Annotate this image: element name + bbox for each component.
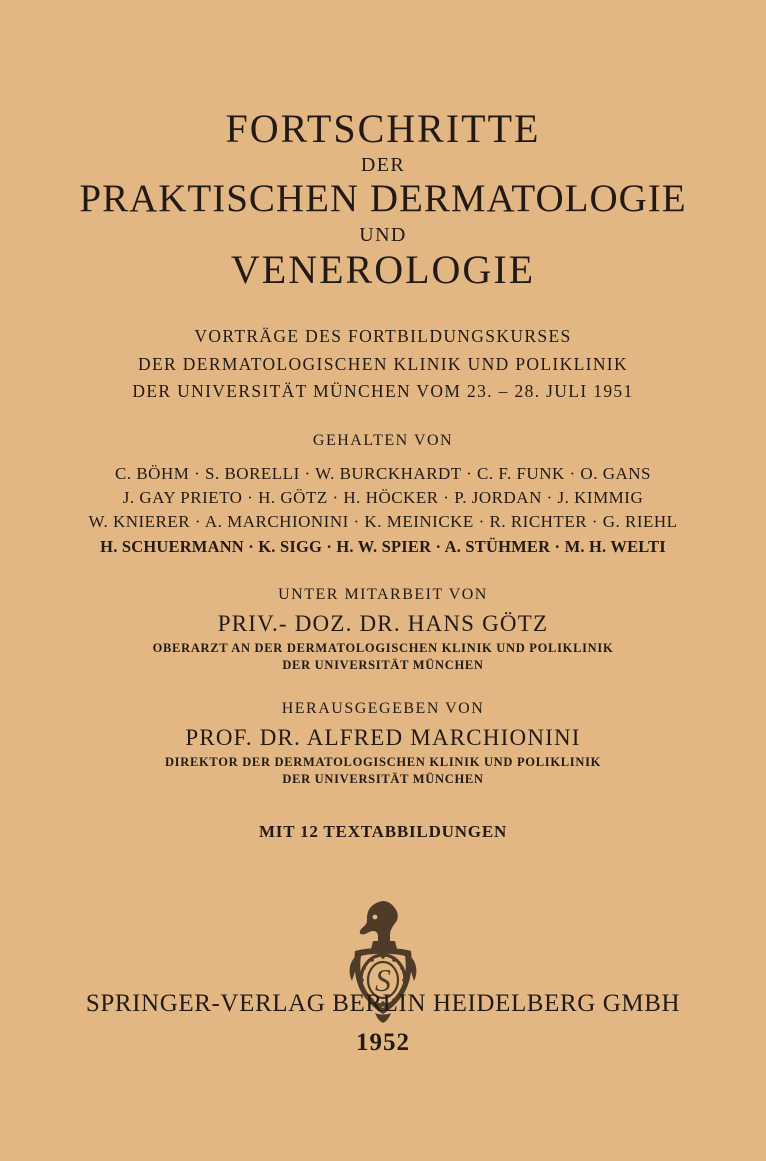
page-title-line-2: PRAKTISCHEN DERMATOLOGIE [79,177,687,220]
title-connector-der: DER [360,154,406,176]
author-line: W. KNIERER · A. MARCHIONINI · K. MEINICKE · R. RICHTER · G. RIEHL [88,512,678,532]
author-line: J. GAY PRIETO · H. GÖTZ · H. HÖCKER · P. JORDAN · J. KIMMIG [122,488,644,508]
authors-list [88,462,677,558]
page-title-line-1: FORTSCHRITTE [225,106,541,151]
title-connector-und: UND [359,223,407,246]
subtitle-block [132,323,633,406]
figures-note: MIT 12 TEXTABBILDUNGEN [258,821,508,841]
editor-affiliation-line: DIREKTOR DER DERMATOLOGISCHEN KLINIK UND POLIKLINIK [164,755,602,770]
subtitle-line: DER DERMATOLOGISCHEN KLINIK UND POLIKLINIK [138,353,628,374]
editor-block [165,700,601,788]
subtitle-line: VORTRÄGE DES FORTBILDUNGSKURSES [194,325,572,346]
publisher-name: SPRINGER-VERLAG BERLIN HEIDELBERG GMBH [85,990,681,1017]
title-block [0,108,766,291]
emblem-monogram: S [375,961,391,998]
editor-affiliation-line: DER UNIVERSITÄT MÜNCHEN [282,771,484,786]
authors-intro: GEHALTEN VON [312,431,454,449]
subtitle-line: DER UNIVERSITÄT MÜNCHEN VOM 23. – 28. JULI 1951 [132,381,634,402]
contributor-affiliation-line: DER UNIVERSITÄT MÜNCHEN [282,658,484,673]
editor-name: PROF. DR. ALFRED MARCHIONINI [185,725,581,751]
author-line: C. BÖHM · S. BORELLI · W. BURCKHARDT · C. F. FUNK · O. GANS [115,463,651,483]
footer-block [0,990,766,1057]
contributor-name: PRIV.- DOZ. DR. HANS GÖTZ [217,611,549,637]
editor-intro: HERAUSGEGEBEN VON [281,700,485,718]
contributor-intro: UNTER MITARBEIT VON [278,586,488,604]
author-line: H. SCHUERMANN · K. SIGG · H. W. SPIER · A. STÜHMER · M. H. WELTI [100,536,666,556]
page-title-line-3: VENEROLOGIE [230,246,536,292]
contributor-block [153,586,614,674]
publication-year: 1952 [356,1029,410,1056]
contributor-affiliation-line: OBERARZT AN DER DERMATOLOGISCHEN KLINIK UND POLIKLINIK [152,641,614,656]
